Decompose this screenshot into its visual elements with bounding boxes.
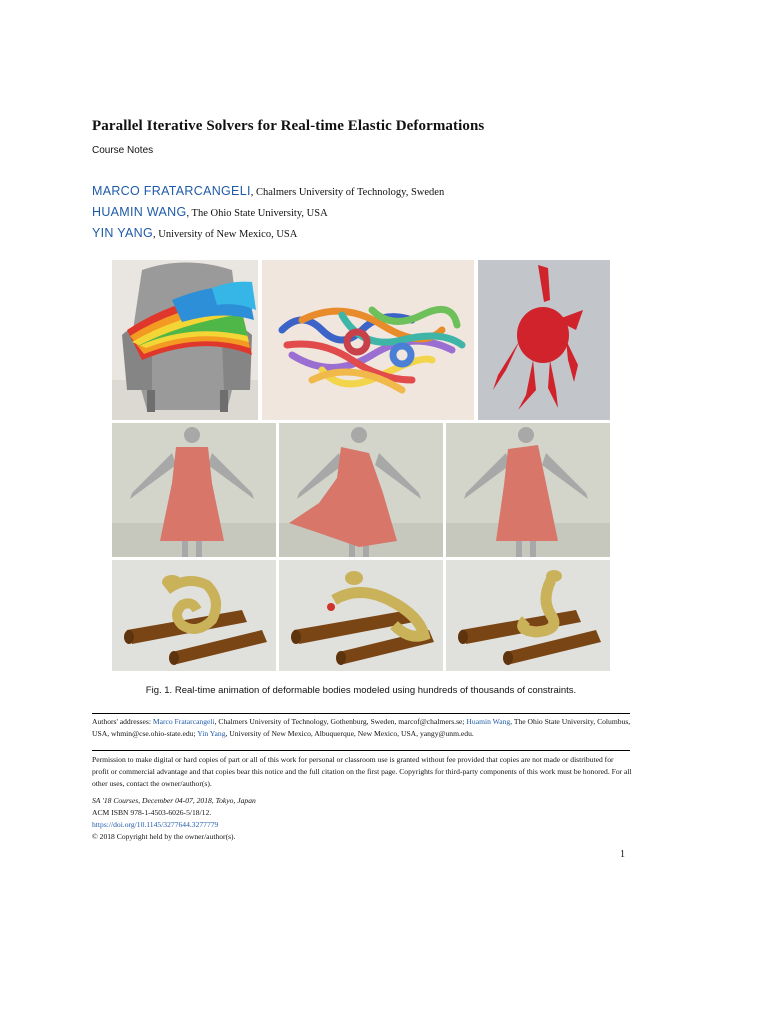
figure-panel-dragon-1: [112, 560, 276, 671]
author-affiliation: , Chalmers University of Technology, Sweden: [250, 187, 445, 198]
author-link[interactable]: Huamin Wang: [466, 717, 511, 726]
creature-image: [478, 260, 610, 420]
author-affiliation: , The Ohio State University, USA: [186, 208, 328, 219]
addresses-text: , University of New Mexico, Albuquerque, New Mexico, USA, yangy@unm.edu.: [225, 729, 474, 738]
dragon-image: [279, 560, 443, 671]
author-name: MARCO FRATARCANGELI: [92, 184, 251, 198]
figure-panel-creature: [478, 260, 610, 420]
author-line-2: [92, 205, 328, 219]
doi-link[interactable]: https://doi.org/10.1145/3277644.3277779: [92, 820, 219, 829]
author-link[interactable]: Yin Yang: [197, 729, 226, 738]
figure-panel-dress-2: [279, 423, 443, 557]
dragon-image: [446, 560, 610, 671]
isbn-info: ACM ISBN 978-1-4503-6026-5/18/12.: [92, 808, 212, 817]
chair-cloth-image: [112, 260, 258, 420]
figure-caption: Fig. 1. Real-time animation of deformable bodies modeled using hundreds of thousands of constraints.: [145, 685, 577, 696]
dragon-image: [112, 560, 276, 671]
paper-title: Parallel Iterative Solvers for Real-time Elastic Deformations: [92, 118, 485, 134]
figure-panel-rods: [262, 260, 474, 420]
divider: [92, 713, 630, 714]
paper-subtitle: Course Notes: [92, 145, 154, 156]
dress-image: [279, 423, 443, 557]
addresses-text: , The Ohio State University, Columbus, USA, whmin@cse.ohio-state.edu;: [92, 717, 631, 738]
author-name: YIN YANG: [92, 226, 153, 240]
addresses-lead: Authors' addresses:: [92, 717, 153, 726]
author-line-3: [92, 226, 297, 240]
addresses-text: , Chalmers University of Technology, Gothenburg, Sweden, marcof@chalmers.se;: [214, 717, 467, 726]
divider: [92, 750, 630, 751]
author-affiliation: , University of New Mexico, USA: [152, 229, 298, 240]
author-line-1: [92, 184, 444, 198]
dress-image: [446, 423, 610, 557]
page-number: 1: [620, 849, 625, 860]
author-name: HUAMIN WANG: [92, 205, 187, 219]
figure-panel-chair-cloth: [112, 260, 258, 420]
figure-panel-dragon-3: [446, 560, 610, 671]
rods-image: [262, 260, 474, 420]
venue-info: SA '18 Courses, December 04-07, 2018, Tokyo, Japan: [92, 796, 256, 805]
figure-panel-dress-1: [112, 423, 276, 557]
author-link[interactable]: Marco Fratarcangeli: [152, 717, 215, 726]
permission-notice: Permission to make digital or hard copies of part or all of this work for personal or classroom use is granted without fee provided that copies are not made or distributed for profit or commercial advantage and that copies bear this notice and the full citation on the first page. Copyrights for third-party components of this work must be honored. For all other uses, contact the owner/author(s).: [92, 755, 632, 788]
authors-addresses: [92, 716, 632, 740]
figure-panel-dress-3: [446, 423, 610, 557]
dress-image: [112, 423, 276, 557]
copyright-notice: © 2018 Copyright held by the owner/author(s).: [92, 832, 236, 841]
figure-panel-dragon-2: [279, 560, 443, 671]
